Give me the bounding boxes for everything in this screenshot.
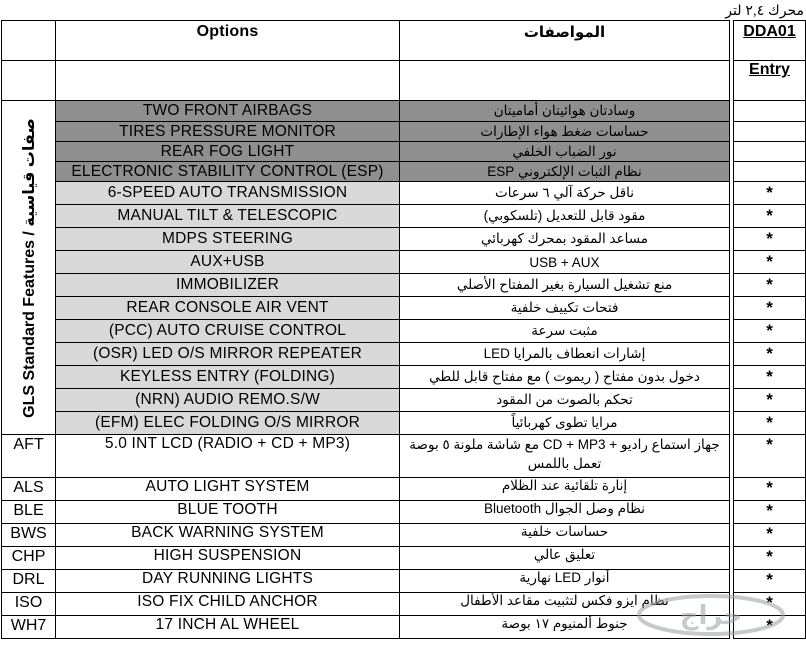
spec-arabic: ناقل حركة آلي ٦ سرعات xyxy=(400,182,730,205)
availability-mark: * xyxy=(734,343,806,366)
table-row xyxy=(2,251,806,274)
table-row xyxy=(2,162,806,182)
option-name: MANUAL TILT & TELESCOPIC xyxy=(56,205,400,228)
option-name: (PCC) AUTO CRUISE CONTROL xyxy=(56,320,400,343)
spec-arabic: وسادتان هوائيتان أماميتان xyxy=(400,101,730,122)
option-code: BWS xyxy=(2,524,56,547)
availability-mark: * xyxy=(734,412,806,435)
table-subheader-row xyxy=(2,61,806,101)
option-name: MDPS STEERING xyxy=(56,228,400,251)
option-name: 5.0 INT LCD (RADIO + CD + MP3) xyxy=(56,435,400,478)
table-row xyxy=(2,205,806,228)
availability-mark: * xyxy=(734,570,806,593)
option-name: DAY RUNNING LIGHTS xyxy=(56,570,400,593)
table-row xyxy=(2,366,806,389)
table-row xyxy=(2,501,806,524)
option-code: DRL xyxy=(2,570,56,593)
header-options: Options xyxy=(56,21,400,61)
spec-arabic: فتحات تكييف خلفية xyxy=(400,297,730,320)
table-row xyxy=(2,297,806,320)
spec-arabic: مثبت سرعة xyxy=(400,320,730,343)
header-code-cell xyxy=(2,21,56,61)
table-row xyxy=(2,320,806,343)
option-name: (EFM) ELEC FOLDING O/S MIRROR xyxy=(56,412,400,435)
table-row xyxy=(2,343,806,366)
option-name: BACK WARNING SYSTEM xyxy=(56,524,400,547)
spec-arabic: حساسات خلفية xyxy=(400,524,730,547)
spec-arabic: تعليق عالي xyxy=(400,547,730,570)
spec-arabic: مساعد المقود بمحرك كهربائي xyxy=(400,228,730,251)
watermark-text: حراج xyxy=(679,601,743,631)
spec-arabic: مرايا تطوى كهربائياً xyxy=(400,412,730,435)
spec-arabic: حساسات ضغط هواء الإطارات xyxy=(400,122,730,142)
availability-mark xyxy=(734,162,806,182)
option-code: CHP xyxy=(2,547,56,570)
option-code: BLE xyxy=(2,501,56,524)
header-trim: Entry xyxy=(734,61,806,101)
spec-arabic: USB + AUX xyxy=(400,251,730,274)
table-row xyxy=(2,435,806,478)
table-row xyxy=(2,570,806,593)
availability-mark: * xyxy=(734,366,806,389)
option-name: 17 INCH AL WHEEL xyxy=(56,616,400,639)
spec-arabic: منع تشغيل السيارة بغير المفتاح الأصلي xyxy=(400,274,730,297)
spec-arabic: أنوار LED نهارية xyxy=(400,570,730,593)
table-row xyxy=(2,142,806,162)
table-row xyxy=(2,478,806,501)
availability-mark: * xyxy=(734,501,806,524)
option-name: (OSR) LED O/S MIRROR REPEATER xyxy=(56,343,400,366)
table-row xyxy=(2,228,806,251)
option-name: BLUE TOOTH xyxy=(56,501,400,524)
table-row xyxy=(2,101,806,122)
option-code: AFT xyxy=(2,435,56,478)
group-label: GLS Standard Features / صفات قياسية xyxy=(20,117,38,418)
option-name: ISO FIX CHILD ANCHOR xyxy=(56,593,400,616)
spec-arabic-line: تعمل باللمس xyxy=(527,456,602,471)
option-name: KEYLESS ENTRY (FOLDING) xyxy=(56,366,400,389)
table-row xyxy=(2,412,806,435)
option-name: TWO FRONT AIRBAGS xyxy=(56,101,400,122)
header-model-code: DDA01 xyxy=(734,21,806,61)
table-row xyxy=(2,524,806,547)
table-row xyxy=(2,122,806,142)
option-name: 6-SPEED AUTO TRANSMISSION xyxy=(56,182,400,205)
availability-mark: * xyxy=(734,228,806,251)
engine-note: محرك ٢,٤ لتر xyxy=(725,2,804,18)
spec-arabic: نظام وصل الجوال Bluetooth xyxy=(400,501,730,524)
table-row xyxy=(2,182,806,205)
option-name: (NRN) AUDIO REMO.S/W xyxy=(56,389,400,412)
availability-mark: * xyxy=(734,297,806,320)
availability-mark: * xyxy=(734,616,806,639)
spec-arabic: دخول بدون مفتاح ( ريموت ) مع مفتاح قابل للطي xyxy=(400,366,730,389)
option-name: AUTO LIGHT SYSTEM xyxy=(56,478,400,501)
availability-mark: * xyxy=(734,524,806,547)
spec-arabic: جنوط ألمنيوم ١٧ بوصة xyxy=(400,616,730,639)
availability-mark: * xyxy=(734,274,806,297)
option-name: TIRES PRESSURE MONITOR xyxy=(56,122,400,142)
group-label-cell xyxy=(2,101,56,435)
availability-mark: * xyxy=(734,251,806,274)
spec-arabic: نظام الثبات الإلكتروني ESP xyxy=(400,162,730,182)
spec-arabic: إشارات انعطاف بالمرايا LED xyxy=(400,343,730,366)
spec-arabic: نور الضباب الخلفي xyxy=(400,142,730,162)
spec-arabic: تحكم بالصوت من المقود xyxy=(400,389,730,412)
option-name: AUX+USB xyxy=(56,251,400,274)
availability-mark: * xyxy=(734,435,806,478)
availability-mark xyxy=(734,101,806,122)
option-name: HIGH SUSPENSION xyxy=(56,547,400,570)
option-name: ELECTRONIC STABILITY CONTROL (ESP) xyxy=(56,162,400,182)
availability-mark: * xyxy=(734,547,806,570)
option-code: WH7 xyxy=(2,616,56,639)
availability-mark: * xyxy=(734,478,806,501)
availability-mark xyxy=(734,122,806,142)
option-code: ISO xyxy=(2,593,56,616)
availability-mark: * xyxy=(734,320,806,343)
haraj-watermark-logo xyxy=(636,594,786,636)
availability-mark: * xyxy=(734,205,806,228)
availability-mark xyxy=(734,142,806,162)
option-name: IMMOBILIZER xyxy=(56,274,400,297)
table-row xyxy=(2,389,806,412)
features-table xyxy=(1,20,806,639)
spec-arabic-line: جهاز استماع راديو + CD + MP3 مع شاشة ملونة ٥ بوصة xyxy=(409,437,720,452)
spec-arabic xyxy=(400,435,730,478)
spec-arabic: إنارة تلقائية عند الظلام xyxy=(400,478,730,501)
spec-arabic: مقود قابل للتعديل (تلسكوبي) xyxy=(400,205,730,228)
option-code: ALS xyxy=(2,478,56,501)
spec-arabic: نظام ايزو فكس لتثبيت مقاعد الأطفال xyxy=(400,593,730,616)
option-name: REAR FOG LIGHT xyxy=(56,142,400,162)
table-row xyxy=(2,547,806,570)
availability-mark: * xyxy=(734,593,806,616)
table-row xyxy=(2,274,806,297)
availability-mark: * xyxy=(734,182,806,205)
header-specs-ar: المواصفات xyxy=(400,21,730,61)
availability-mark: * xyxy=(734,389,806,412)
table-header-row xyxy=(2,21,806,61)
option-name: REAR CONSOLE AIR VENT xyxy=(56,297,400,320)
